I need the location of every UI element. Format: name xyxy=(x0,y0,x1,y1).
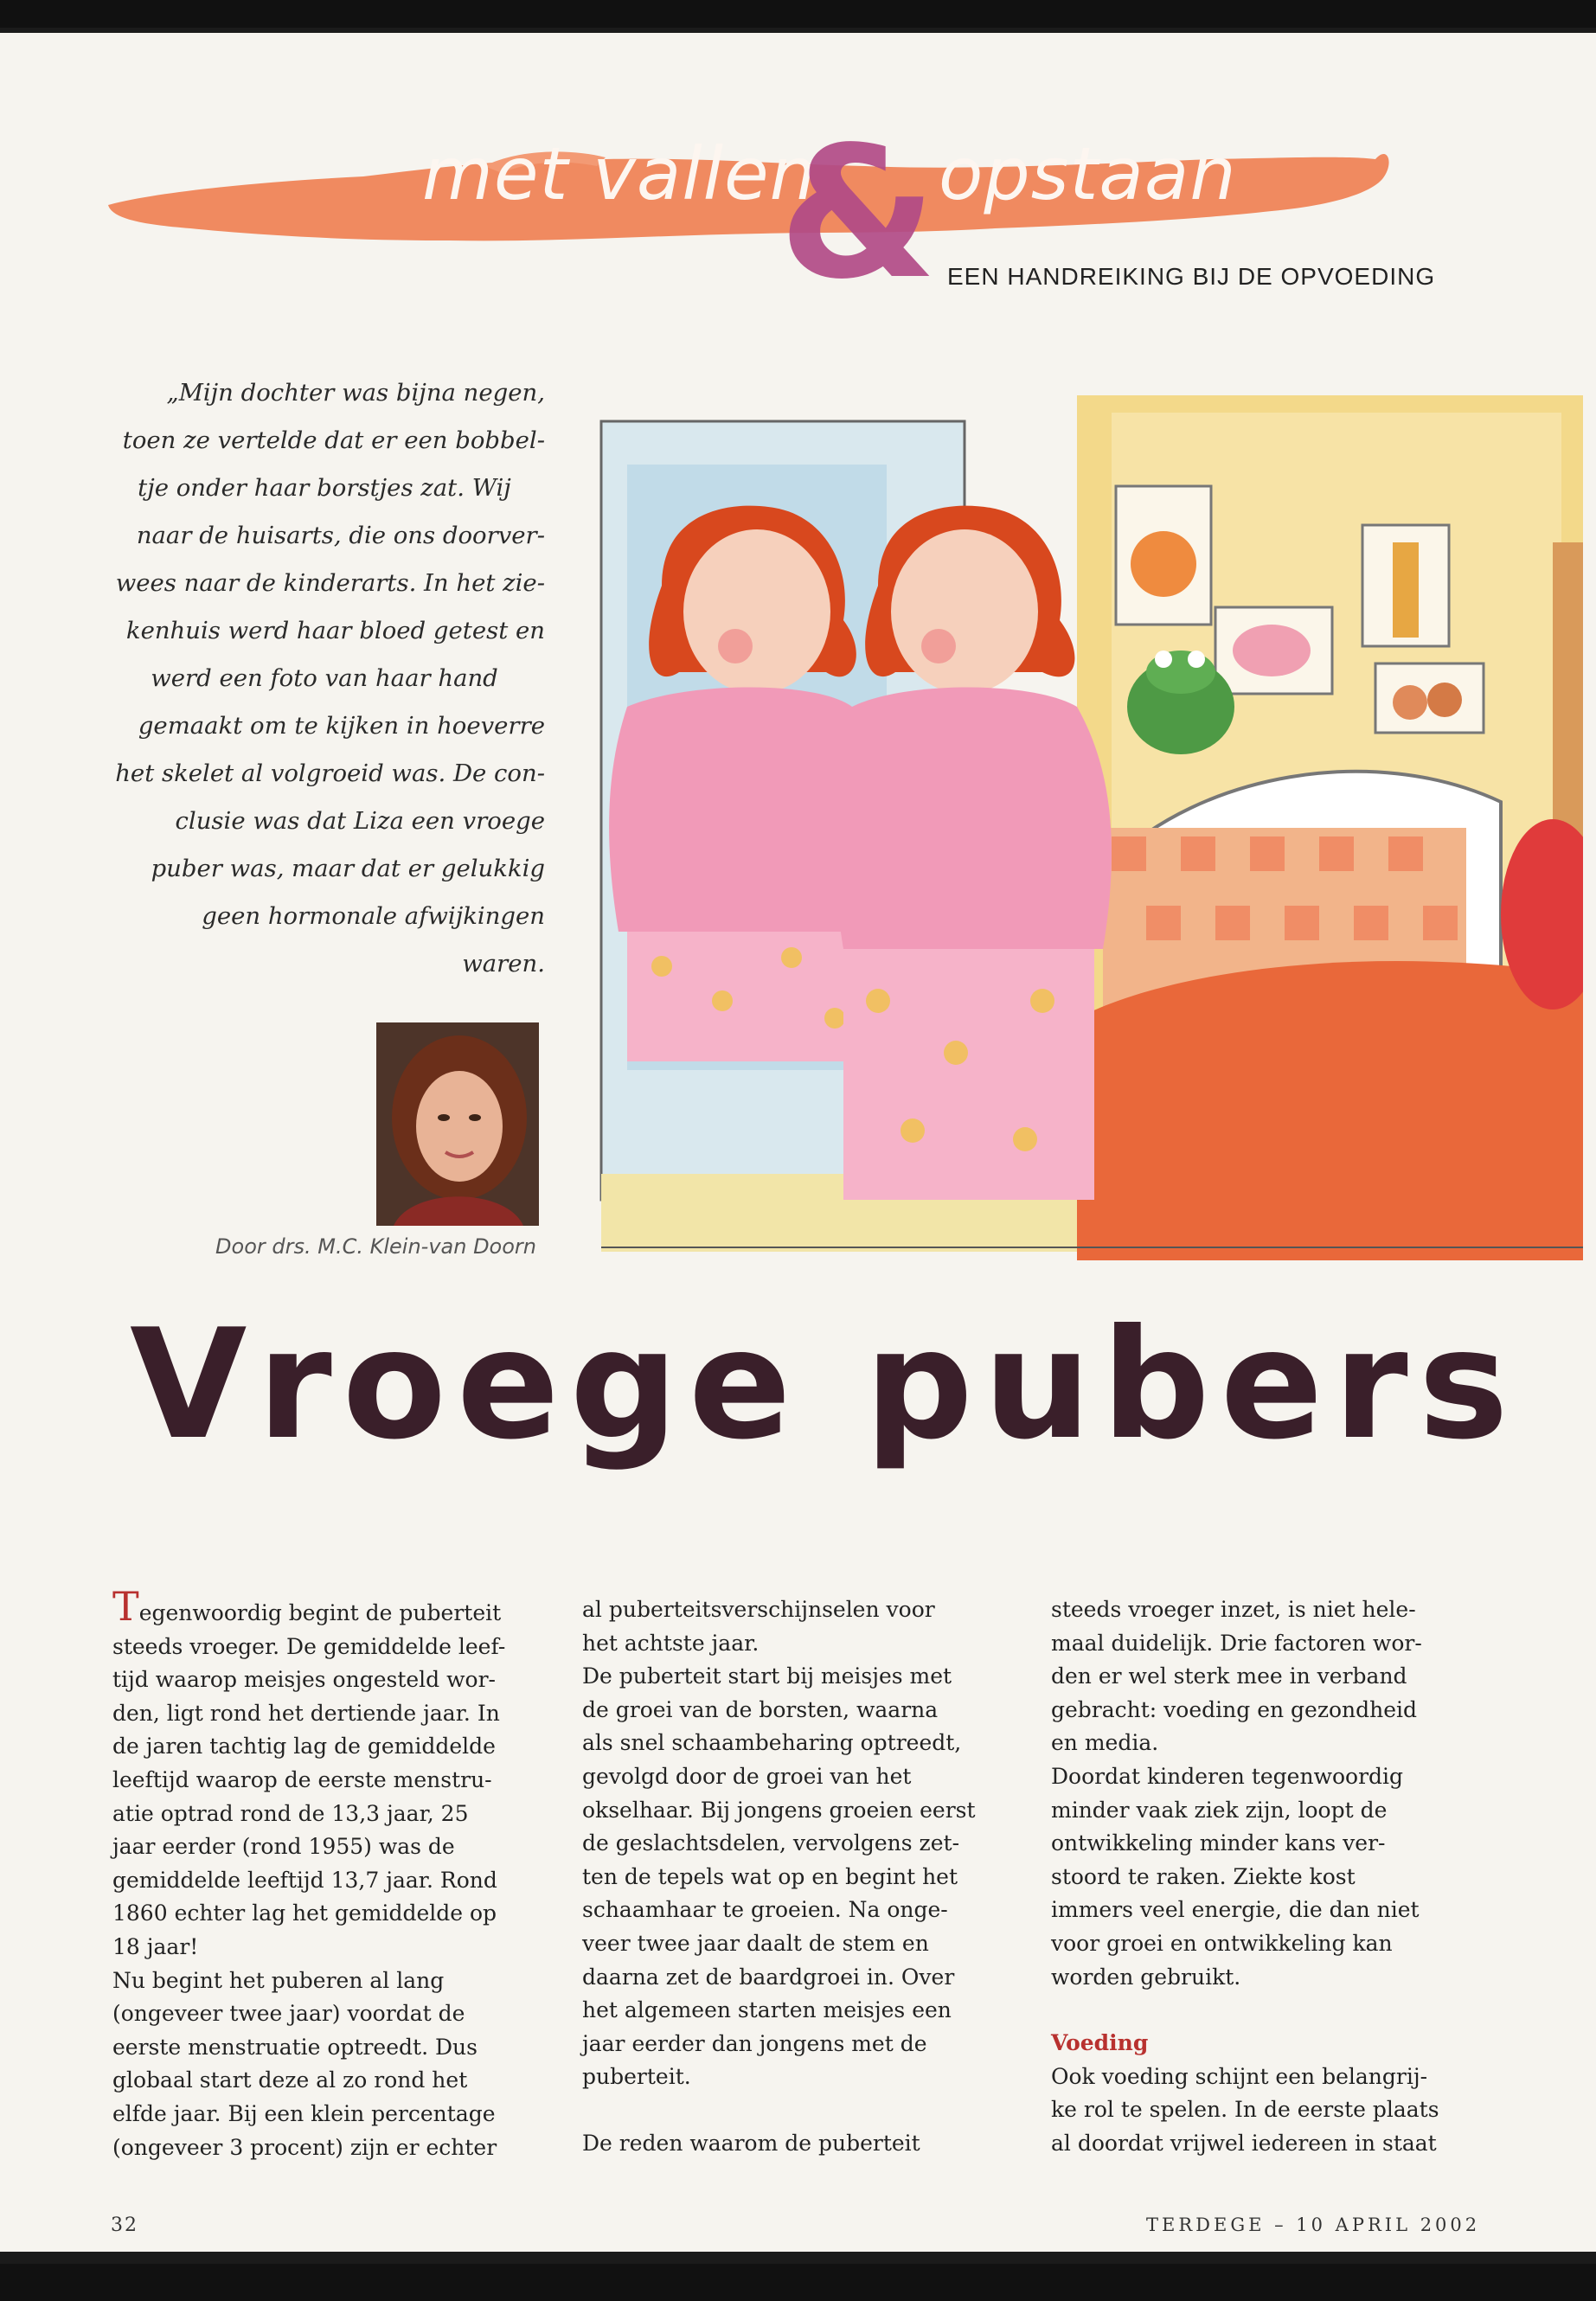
paragraph xyxy=(1051,1593,1479,1760)
body-column-1 xyxy=(112,1583,541,2164)
paragraph xyxy=(582,2127,1010,2161)
text-line: tijd waarop meisjes ongesteld wor- xyxy=(112,1667,496,1693)
text-line: (ongeveer twee jaar) voordat de xyxy=(112,2001,465,2027)
text-line: maal duidelijk. Drie factoren wor- xyxy=(1051,1630,1422,1656)
text-line: puberteit. xyxy=(582,2064,691,2090)
text-line: globaal start deze al zo rond het xyxy=(112,2067,468,2093)
text-line: leeftijd waarop de eerste menstru- xyxy=(112,1766,492,1792)
text-line: immers veel energie, die dan niet xyxy=(1051,1897,1420,1923)
quote-line: het skelet al volgroeid was. De con- xyxy=(115,760,545,787)
text-line: 18 jaar! xyxy=(112,1933,199,1959)
drop-cap: T xyxy=(112,1583,139,1630)
text-line: worden gebruikt. xyxy=(1051,1964,1241,1990)
text-line: gemiddelde leeftijd 13,7 jaar. Rond xyxy=(112,1867,497,1893)
quote-line: tje onder haar borstjes zat. Wij xyxy=(138,474,511,502)
text-line: de groei van de borsten, waarna xyxy=(582,1696,939,1722)
text-line: de jaren tachtig lag de gemiddelde xyxy=(112,1734,496,1759)
text-line: okselhaar. Bij jongens groeien eerst xyxy=(582,1797,976,1823)
text-line: den, ligt rond het dertiende jaar. In xyxy=(112,1700,500,1726)
body-column-3 xyxy=(1051,1593,1479,2161)
header-banner xyxy=(0,28,1596,319)
text-line: gebracht: voeding en gezondheid xyxy=(1051,1696,1418,1722)
author-byline: Door drs. M.C. Klein-van Doorn xyxy=(215,1234,536,1259)
text-line: atie optrad rond de 13,3 jaar, 25 xyxy=(112,1800,469,1826)
text-line: De reden waarom de puberteit xyxy=(582,2130,920,2156)
page-number: 32 xyxy=(111,2214,138,2236)
text-line: het algemeen starten meisjes een xyxy=(582,1997,952,2023)
text-line: Nu begint het puberen al lang xyxy=(112,1967,445,1993)
text-line: veer twee jaar daalt de stem en xyxy=(582,1930,929,1956)
quote-line: kenhuis werd haar bloed getest en xyxy=(125,617,545,644)
text-line: ten de tepels wat op en begint het xyxy=(582,1863,958,1889)
paragraph xyxy=(1051,1760,1479,1994)
text-line: 1860 echter lag het gemiddelde op xyxy=(112,1900,497,1926)
text-line: al doordat vrijwel iedereen in staat xyxy=(1051,2130,1437,2156)
text-line: schaamhaar te groeien. Na onge- xyxy=(582,1897,948,1923)
quote-line: „Mijn dochter was bijna negen, xyxy=(166,379,545,407)
banner-ampersand: & xyxy=(779,107,938,319)
text-line: al puberteitsverschijnselen voor xyxy=(582,1597,935,1622)
quote-line: wees naar de kinderarts. In het zie- xyxy=(115,569,545,597)
section-subhead: Voeding xyxy=(1051,2030,1149,2056)
text-line: jaar eerder dan jongens met de xyxy=(582,2030,927,2056)
magazine-page xyxy=(0,28,1596,2264)
banner-subtitle: EEN HANDREIKING BIJ DE OPVOEDING xyxy=(947,263,1436,290)
text-line: (ongeveer 3 procent) zijn er echter xyxy=(112,2134,497,2160)
quote-line: waren. xyxy=(462,950,545,977)
quote-line: puber was, maar dat er gelukkig xyxy=(151,855,545,882)
quote-line: werd een foto van haar hand xyxy=(151,664,498,692)
text-line: Ook voeding schijnt een belangrij- xyxy=(1051,2063,1428,2089)
text-line: ke rol te spelen. In de eerste plaats xyxy=(1051,2097,1439,2123)
quote-line: geen hormonale afwijkingen xyxy=(202,902,545,930)
text-line: voor groei en ontwikkeling kan xyxy=(1051,1930,1393,1956)
paragraph xyxy=(582,1593,1010,1660)
banner-text-left: met vallen xyxy=(422,131,817,216)
text-line: het achtste jaar. xyxy=(582,1630,760,1656)
text-line: Doordat kinderen tegenwoordig xyxy=(1051,1763,1404,1789)
text-line: jaar eerder (rond 1955) was de xyxy=(112,1834,455,1860)
text-line: den er wel sterk mee in verband xyxy=(1051,1663,1407,1689)
text-line: stoord te raken. Ziekte kost xyxy=(1051,1863,1356,1889)
paragraph xyxy=(112,1965,541,2165)
text-line: steeds vroeger. De gemiddelde leef- xyxy=(112,1633,506,1659)
text-line: daarna zet de baardgroei in. Over xyxy=(582,1964,955,1990)
paragraph xyxy=(112,1583,541,1965)
text-line: gevolgd door de groei van het xyxy=(582,1763,912,1789)
text-line: elfde jaar. Bij een klein percentage xyxy=(112,2100,496,2126)
text-line: eerste menstruatie optreedt. Dus xyxy=(112,2034,478,2060)
quote-line: clusie was dat Liza een vroege xyxy=(175,807,545,835)
quote-line: gemaakt om te kijken in hoeverre xyxy=(138,712,545,740)
quote-line: naar de huisarts, die ons doorver- xyxy=(136,522,545,549)
text-line: minder vaak ziek zijn, loopt de xyxy=(1051,1797,1388,1823)
paragraph xyxy=(1051,2027,1479,2160)
article-headline: Vroege pubers xyxy=(130,1298,1519,1473)
publication-footer: TERDEGE – 10 APRIL 2002 xyxy=(1146,2214,1481,2235)
paragraph xyxy=(582,1660,1010,2094)
body-column-2 xyxy=(582,1593,1010,2161)
quote-line: toen ze vertelde dat er een bobbel- xyxy=(122,426,545,454)
banner-text-right: opstaan xyxy=(939,131,1237,216)
text-line: egenwoordig begint de puberteit xyxy=(138,1600,502,1625)
text-line: de geslachtsdelen, vervolgens zet- xyxy=(582,1830,960,1856)
text-line: De puberteit start bij meisjes met xyxy=(582,1663,952,1689)
text-line: steeds vroeger inzet, is niet hele- xyxy=(1051,1597,1416,1622)
intro-quote xyxy=(104,369,545,988)
text-line: als snel schaambeharing optreedt, xyxy=(582,1730,962,1756)
illustration-girl-mirror xyxy=(593,395,1583,1260)
text-line: en media. xyxy=(1051,1730,1159,1756)
author-photo xyxy=(376,1022,539,1226)
text-line: ontwikkeling minder kans ver- xyxy=(1051,1830,1386,1856)
